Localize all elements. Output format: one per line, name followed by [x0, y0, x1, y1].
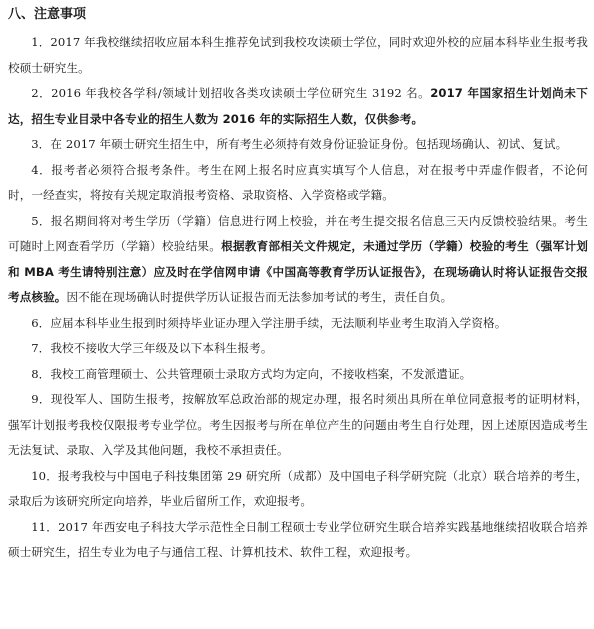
item-6-text: 6．应届本科毕业生报到时须持毕业证办理入学注册手续，无法顺利毕业考生取消入学资格。: [31, 315, 507, 330]
notice-item-1: [8, 30, 588, 81]
section-title: 八、注意事项: [8, 7, 87, 22]
notice-item-7: [8, 336, 588, 362]
item-11-text: 11．2017 年西安电子科技大学示范性全日制工程硕士专业学位研究生联合培养实践基地继续招收联合培养硕士研究生，招生专业为电子与通信工程、计算机技术、软件工程，欢迎报考。: [8, 519, 588, 559]
item-5-bold-text: 根据教育部相关文件规定，未通过学历（学籍）校验的考生（强军计划和 MBA 考生请特别注意）应及时在学信网申请《中国高等教育学历认证报告》，在现场确认时将认证报告交报考点核验。: [8, 239, 588, 304]
notice-item-4: [8, 158, 588, 209]
item-7-text: 7．我校不接收大学三年级及以下本科生报考。: [31, 341, 273, 355]
notice-item-10: [8, 464, 588, 515]
notice-item-8: [8, 362, 588, 388]
item-2-text: 2．2016 年我校各学科/领域计划招收各类攻读硕士学位研究生 3192 名。: [31, 86, 431, 100]
item-2-bold-text: 2017 年国家招生计划尚未下达，招生专业目录中各专业的招生人数为 2016 年的实际招生人数，仅供参考。: [8, 86, 588, 126]
item-9-text: 9．现役军人、国防生报考，按解放军总政治部的规定办理，报名时须出具所在单位同意报考的证明材料，强军计划报考我校仅限报考专业学位。考生因报考与所在单位产生的问题由考生自行处理，因上述原因造成考生无法复试、录取、入学及其他问题，我校不承担责任。: [8, 392, 588, 457]
notice-item-5: [8, 209, 588, 311]
notice-item-3: [8, 132, 588, 158]
notice-item-11: [8, 515, 588, 566]
notice-item-9: [8, 387, 588, 464]
notice-item-2: [8, 81, 588, 132]
item-1-text: 1．2017 年我校继续招收应届本科生推荐免试到我校攻读硕士学位，同时欢迎外校的应届本科毕业生报考我校硕士研究生。: [8, 35, 588, 75]
item-8-text: 8．我校工商管理硕士、公共管理硕士录取方式均为定向，不接收档案，不发派遣证。: [31, 366, 472, 381]
item-3-text: 3．在 2017 年硕士研究生招生中，所有考生必须持有效身份证验证身份。包括现场确认、初试、复试。: [31, 137, 568, 151]
item-4-text: 4．报考者必须符合报考条件。考生在网上报名时应真实填写个人信息，对在报考中弄虚作假者，不论何时，一经查实，将按有关规定取消报考资格、录取资格、入学资格或学籍。: [8, 162, 588, 202]
item-5-text-after: 因不能在现场确认时提供学历认证报告而无法参加考试的考生，责任自负。: [66, 290, 453, 304]
notice-item-6: [8, 311, 588, 337]
item-5-text: 5．报名期间将对考生学历（学籍）信息进行网上校验，并在考生提交报名信息三天内反馈校验结果。考生可随时上网查看学历（学籍）校验结果。: [8, 213, 588, 253]
item-10-text: 10．报考我校与中国电子科技集团第 29 研究所（成都）及中国电子科学研究院（北京）联合培养的考生，录取后为该研究所定向培养，毕业后留所工作，欢迎报考。: [8, 468, 588, 508]
